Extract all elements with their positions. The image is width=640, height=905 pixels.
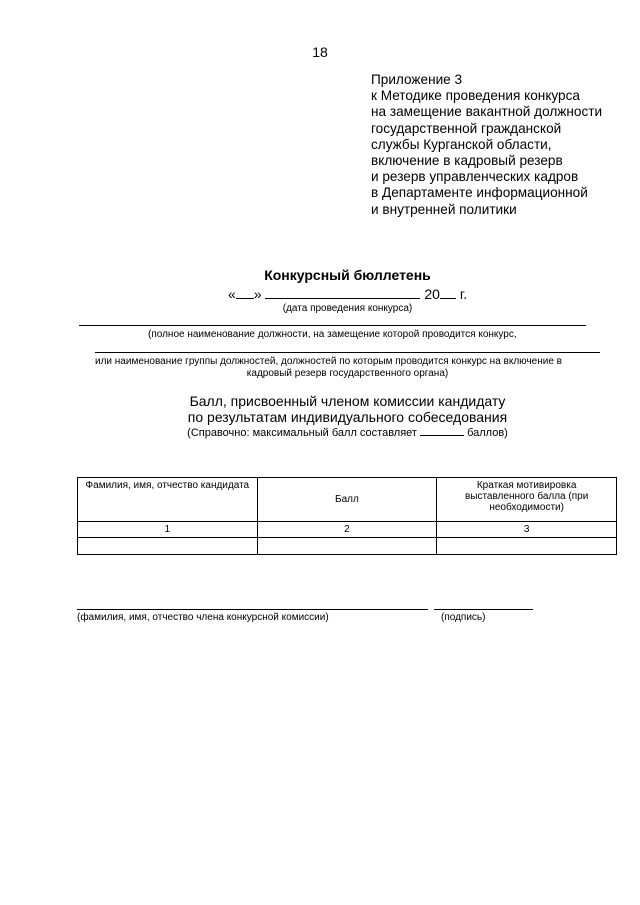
table-header-row: [78, 478, 617, 522]
date-line: [228, 286, 467, 302]
candidate-name-cell[interactable]: [78, 538, 258, 555]
position-line[interactable]: [79, 325, 586, 326]
table-row: [78, 538, 617, 555]
year-prefix: 20: [424, 286, 440, 302]
appendix-line: к Методике проведения конкурса: [371, 88, 580, 104]
appendix-line: Приложение 3: [371, 72, 463, 87]
table-number-row: [78, 522, 617, 538]
column-number: 2: [257, 522, 437, 538]
signature-line[interactable]: [434, 609, 533, 610]
day-blank[interactable]: [236, 286, 254, 299]
column-number: 3: [437, 522, 617, 538]
score-cell[interactable]: [257, 538, 437, 555]
month-blank[interactable]: [265, 286, 420, 299]
appendix-line: государственной гражданской: [371, 120, 562, 136]
column-number: 1: [78, 522, 258, 538]
appendix-line: и внутренней политики: [371, 201, 517, 217]
open-quote: «: [228, 286, 236, 302]
year-suffix: г.: [459, 286, 468, 302]
position-caption-2: или наименование группы должностей, должностей по которым проводится конкурс на включение в: [95, 356, 562, 367]
header-candidate-name: Фамилия, имя, отчество кандидата: [78, 478, 258, 522]
appendix-line: и резерв управленческих кадров: [371, 169, 579, 185]
score-table: [77, 477, 617, 555]
appendix-line: службы Курганской области,: [371, 136, 552, 152]
position-caption-1: (полное наименование должности, на замещение которой проводится конкурс,: [148, 329, 517, 340]
motivation-cell[interactable]: [437, 538, 617, 555]
year-blank[interactable]: [440, 286, 456, 299]
date-caption: (дата проведения конкурса): [282, 303, 413, 314]
member-name-caption: (фамилия, имя, отчество члена конкурсной комиссии): [77, 612, 329, 623]
position-line-2[interactable]: [95, 352, 600, 353]
header-motivation: Краткая мотивировка выставленного балла (при необходимости): [437, 478, 617, 522]
appendix-block: [371, 72, 602, 218]
appendix-line: включение в кадровый резерв: [371, 153, 563, 169]
max-score-note: [0, 426, 640, 439]
position-caption-3: кадровый резерв государственного органа): [246, 368, 449, 379]
note-suffix: баллов): [467, 427, 508, 439]
score-heading-1: Балл, присвоенный членом комиссии кандидату: [189, 393, 506, 409]
note-prefix: (Справочно: максимальный балл составляет: [187, 427, 417, 439]
header-score: Балл: [257, 478, 437, 522]
close-quote: »: [253, 286, 262, 302]
member-name-line[interactable]: [77, 609, 428, 610]
signature-caption: (подпись): [441, 612, 486, 623]
score-heading-2: по результатам индивидуального собеседования: [187, 409, 508, 425]
appendix-line: на замещение вакантной должности: [371, 104, 603, 120]
max-score-blank[interactable]: [420, 426, 464, 436]
ballot-title: Конкурсный бюллетень: [264, 267, 431, 283]
appendix-line: в Департаменте информационной: [371, 185, 588, 201]
page-number: 18: [312, 44, 328, 60]
